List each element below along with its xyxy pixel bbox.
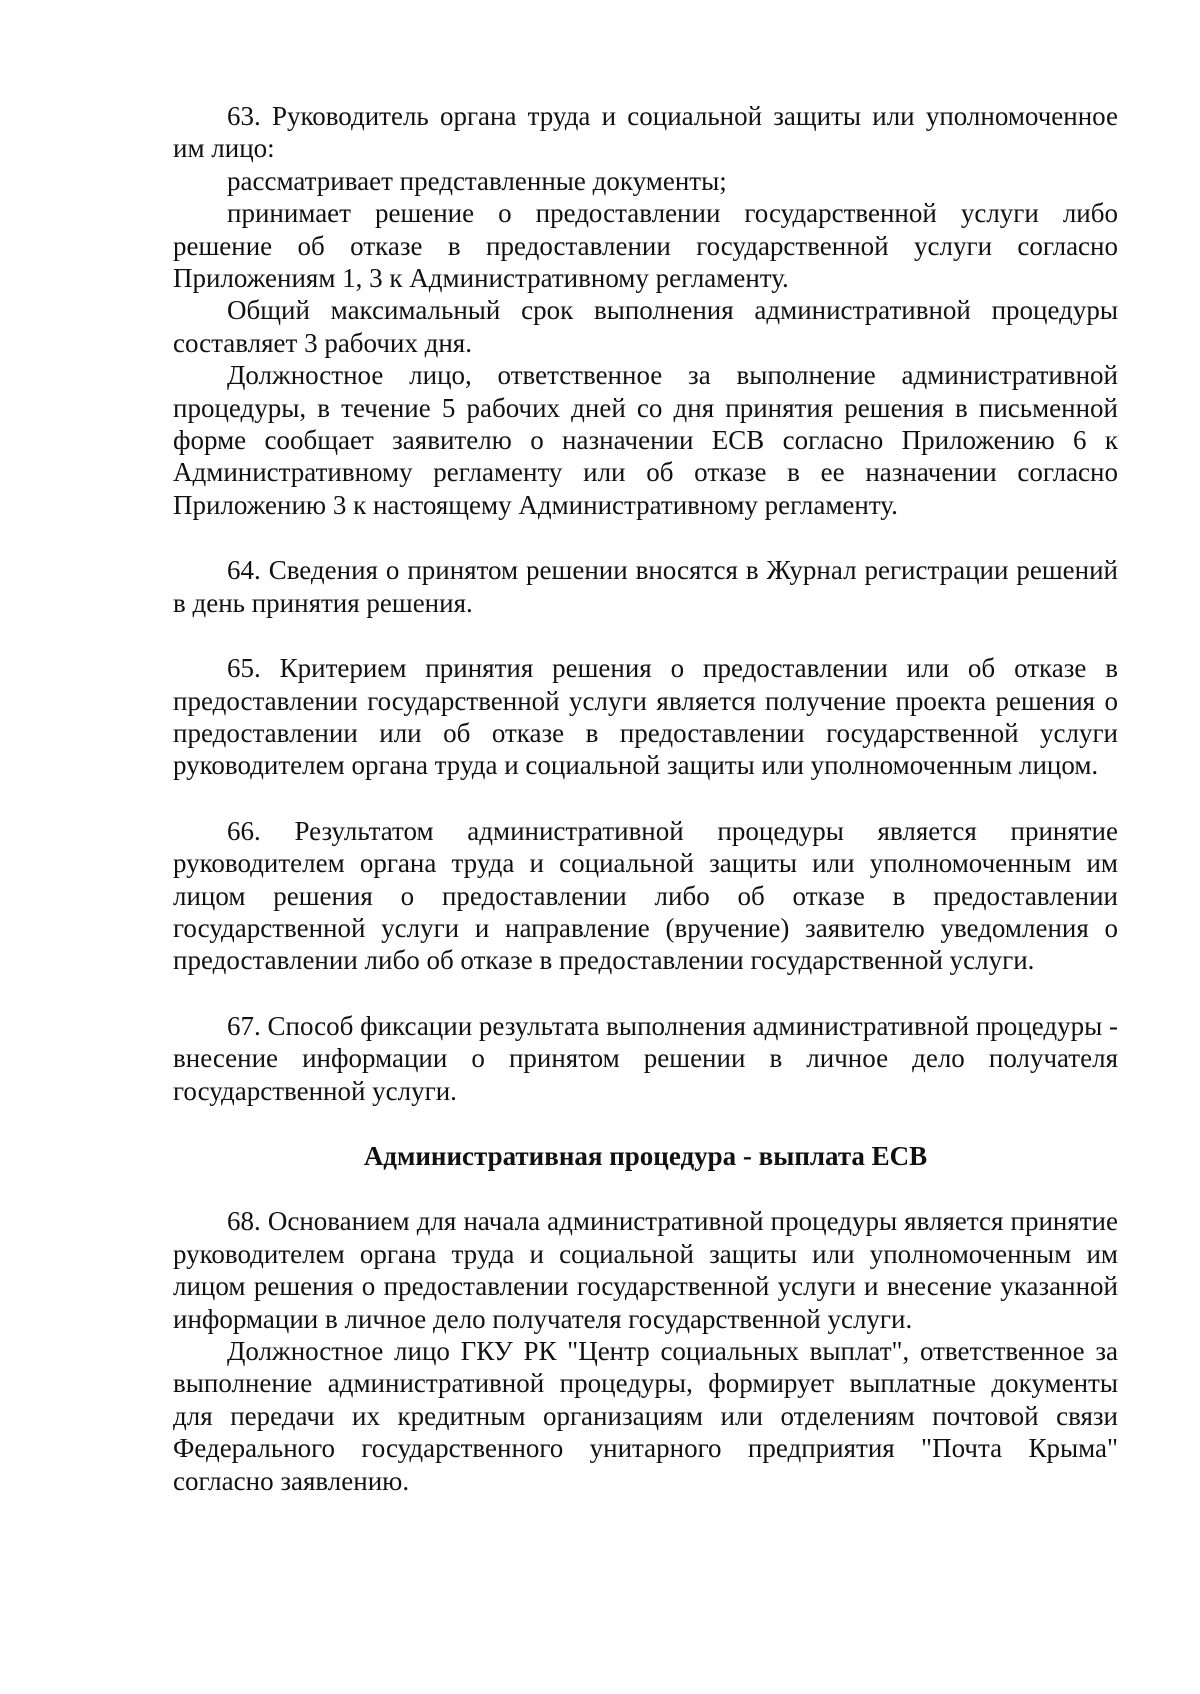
paragraph-63-notice: Должностное лицо, ответственное за выполнение административной процедуры, в течение 5 рабочих дней со дня принятия решения в письменной форме сообщает заявителю о назначении ЕСВ согласно Приложению 6 к Административному регламенту или об отказе в ее назначении согласно Приложению 3 к настоящему Административному регламенту. — [173, 360, 1118, 520]
paragraph-68-official: Должностное лицо ГКУ РК "Центр социальных выплат", ответственное за выполнение административной процедуры, формирует выплатные документы для передачи их кредитным организациям или отделениям почтовой связи Федерального государственного унитарного предприятия "Почта Крыма" согласно заявлению. — [173, 1336, 1118, 1496]
paragraph-66: 66. Результатом административной процедуры является принятие руководителем органа труда и социальной защиты или уполномоченным им лицом решения о предоставлении либо об отказе в предоставлении государственной услуги и направление (вручение) заявителю уведомления о предоставлении либо об отказе в предоставлении государственной услуги. — [173, 815, 1118, 976]
paragraph-68-basis: 68. Основанием для начала административной процедуры является принятие руководителем органа труда и социальной защиты или уполномоченным им лицом решения о предоставлении государственной услуги и внесение указанной информации в личное дело получателя государственной услуги. — [173, 1206, 1118, 1334]
paragraph-63-lead: 63. Руководитель органа труда и социальной защиты или уполномоченное им лицо: — [173, 101, 1118, 164]
paragraph-64: 64. Сведения о принятом решении вносятся в Журнал регистрации решений в день принятия решения. — [173, 555, 1118, 618]
paragraph-63-term: Общий максимальный срок выполнения административной процедуры составляет 3 рабочих дня. — [173, 295, 1118, 358]
document-page — [173, 100, 1118, 1497]
paragraph-63-item-2: принимает решение о предоставлении государственной услуги либо решение об отказе в предоставлении государственной услуги согласно Приложениям 1, 3 к Административному регламенту. — [173, 198, 1118, 294]
paragraph-67: 67. Способ фиксации результата выполнения административной процедуры - внесение информации о принятом решении в личное дело получателя государственной услуги. — [173, 1010, 1118, 1106]
section-heading: Административная процедура - выплата ЕСВ — [363, 1140, 928, 1171]
paragraph-65: 65. Критерием принятия решения о предоставлении или об отказе в предоставлении государственной услуги является получение проекта решения о предоставлении или об отказе в предоставлении государственной услуги руководителем органа труда и социальной защиты или уполномоченным лицом. — [173, 653, 1118, 781]
paragraph-63-item-1: рассматривает представленные документы; — [227, 165, 727, 196]
